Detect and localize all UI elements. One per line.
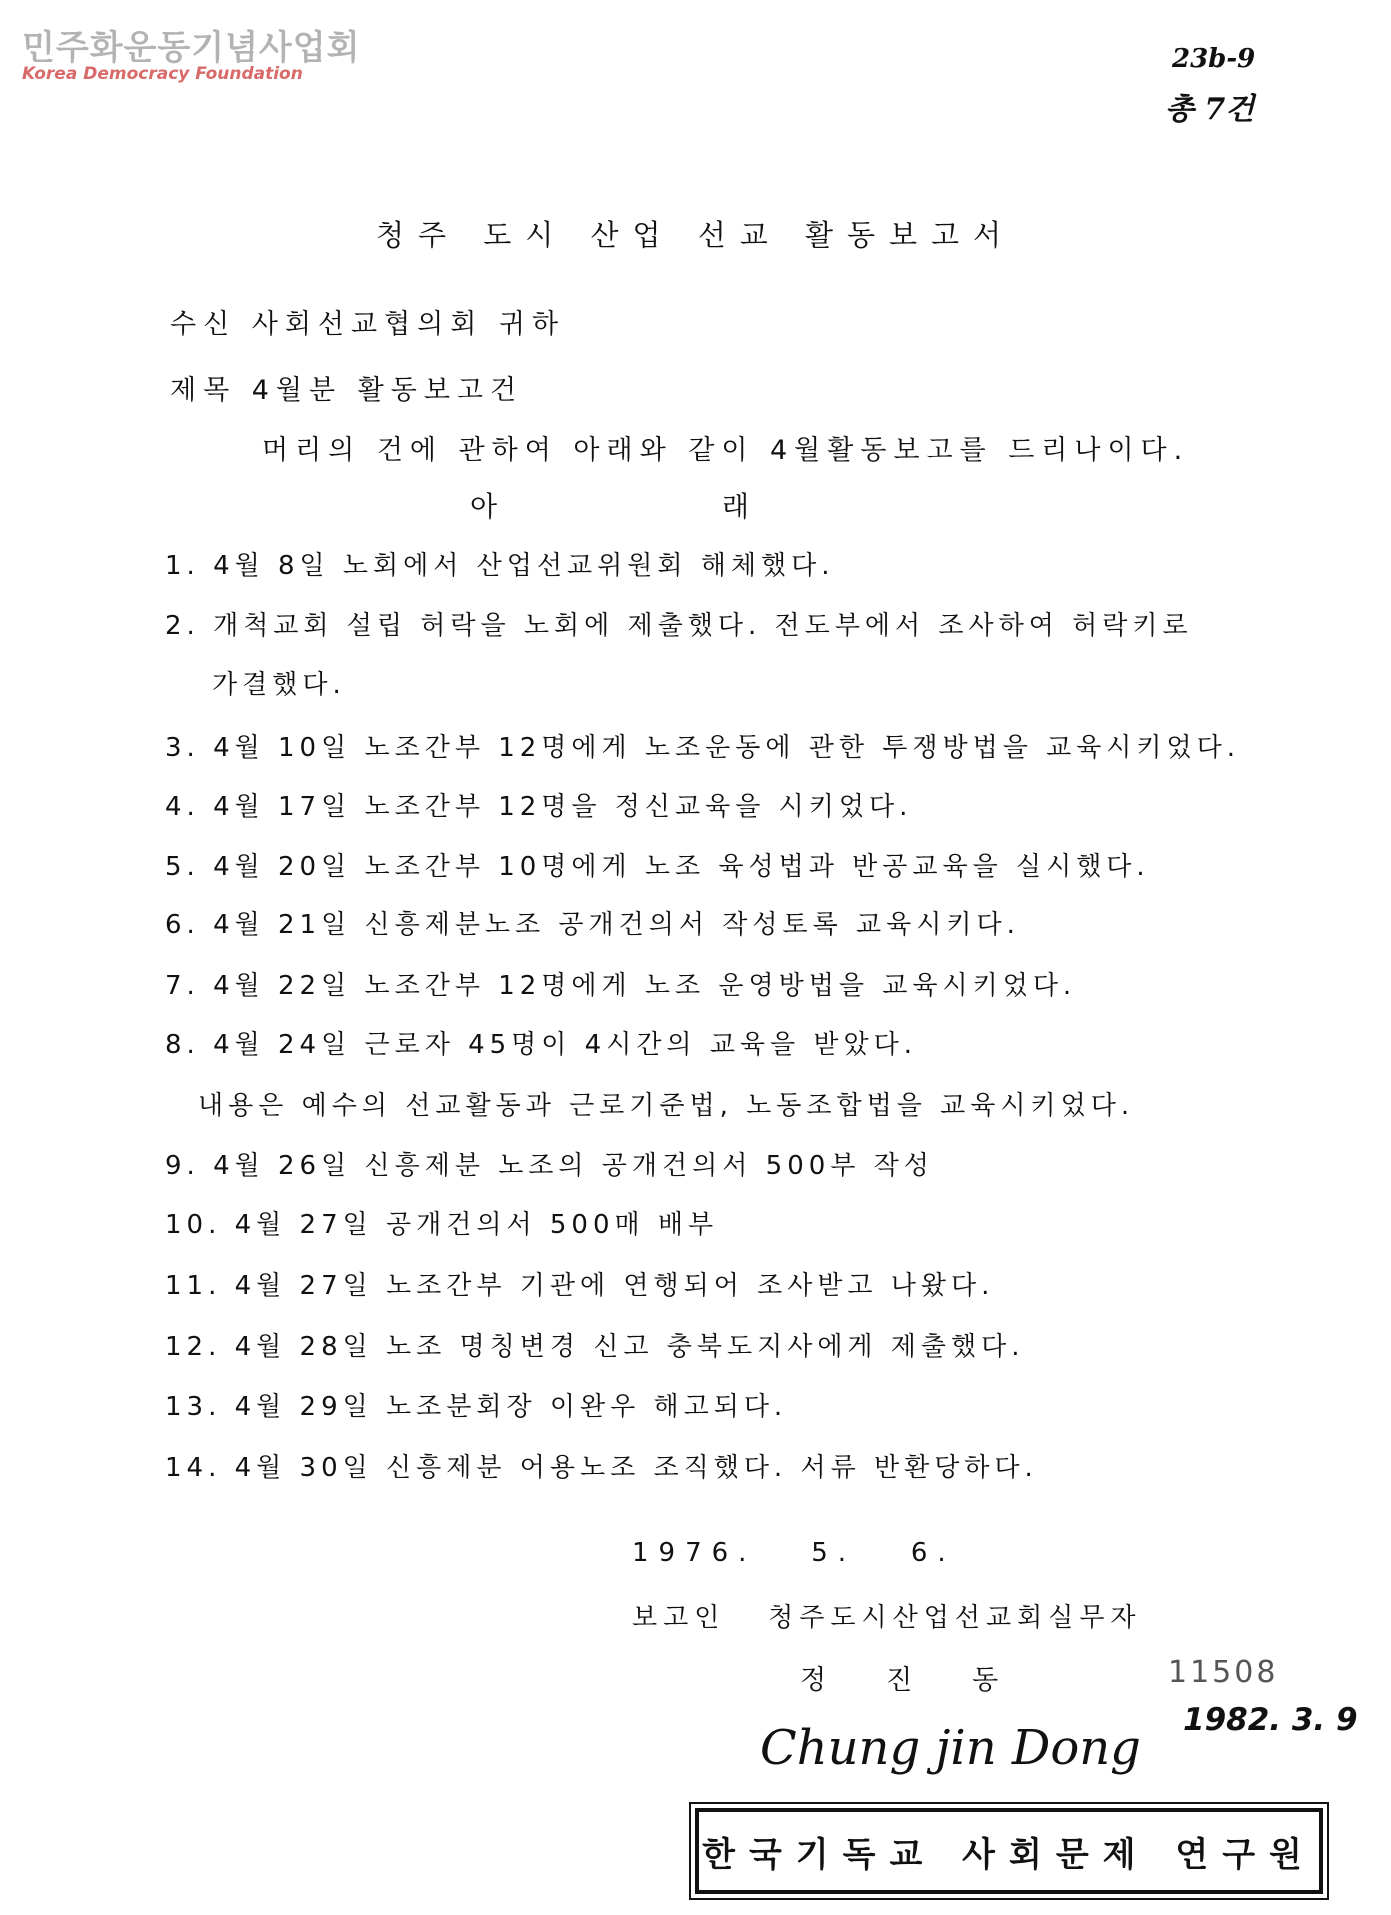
list-item-continuation: 가결했다. [212, 670, 346, 700]
intro-paragraph: 머리의 건에 관하여 아래와 같이 4월활동보고를 드리나이다. [262, 435, 1190, 466]
handwritten-note-line1: 23b-9 [1172, 44, 1256, 74]
list-item: 7. 4월 22일 노조간부 12명에게 노조 운영방법을 교육시키었다. [165, 971, 1077, 1001]
document-title: 청주 도시 산업 선교 활동보고서 [375, 218, 1016, 252]
list-item: 11. 4월 27일 노조간부 기관에 연행되어 조사받고 나왔다. [165, 1271, 995, 1301]
list-item: 10. 4월 27일 공개건의서 500매 배부 [165, 1210, 719, 1240]
list-item: 3. 4월 10일 노조간부 12명에게 노조운동에 관한 투쟁방법을 교육시키었다. [165, 733, 1241, 763]
watermark-english: Korea Democracy Foundation [22, 64, 303, 84]
signature: Chung jin Dong [760, 1720, 1141, 1776]
list-item: 1. 4월 8일 노회에서 산업선교위원회 해체했다. [165, 551, 835, 581]
list-item: 5. 4월 20일 노조간부 10명에게 노조 육성법과 반공교육을 실시했다. [165, 852, 1150, 882]
reporter-label: 보고인 [632, 1603, 726, 1633]
report-date: 1976. 5. 6. [632, 1538, 956, 1568]
list-item: 13. 4월 29일 노조분회장 이완우 해고되다. [165, 1392, 788, 1422]
handwritten-note-line2: 총 7건 [1165, 92, 1255, 127]
list-item: 9. 4월 26일 신흥제분 노조의 공개건의서 500부 작성 [165, 1151, 934, 1181]
list-item: 2. 개척교회 설립 허락을 노회에 제출했다. 전도부에서 조사하여 허락키로 [165, 611, 1193, 641]
institution-seal: 한국기독교 사회문제 연구원 [695, 1808, 1323, 1894]
list-item: 6. 4월 21일 신흥제분노조 공개건의서 작성토록 교육시키다. [165, 910, 1020, 940]
list-item-continuation: 내용은 예수의 선교활동과 근로기준법, 노동조합법을 교육시키었다. [198, 1091, 1135, 1121]
recipient-line: 수신 사회선교협의회 귀하 [170, 309, 566, 340]
reporter-name: 정진동 [800, 1665, 1059, 1696]
reporter-org: 청주도시산업선교회실무자 [768, 1603, 1142, 1633]
archive-stamp-date: 1982. 3. 9 [1183, 1702, 1358, 1738]
subject-line: 제목 4월분 활동보고건 [170, 375, 524, 406]
list-item: 4. 4월 17일 노조간부 12명을 정신교육을 시키었다. [165, 792, 913, 822]
list-item: 12. 4월 28일 노조 명칭변경 신고 충북도지사에게 제출했다. [165, 1332, 1025, 1362]
reporter-line [632, 1597, 1142, 1634]
below-heading: 아래 [470, 490, 975, 523]
archive-stamp-number: 11508 [1168, 1655, 1279, 1690]
watermark-korean: 민주화운동기념사업회 [22, 28, 361, 68]
list-item: 8. 4월 24일 근로자 45명이 4시간의 교육을 받았다. [165, 1030, 918, 1060]
list-item: 14. 4월 30일 신흥제분 어용노조 조직했다. 서류 반환당하다. [165, 1453, 1038, 1483]
